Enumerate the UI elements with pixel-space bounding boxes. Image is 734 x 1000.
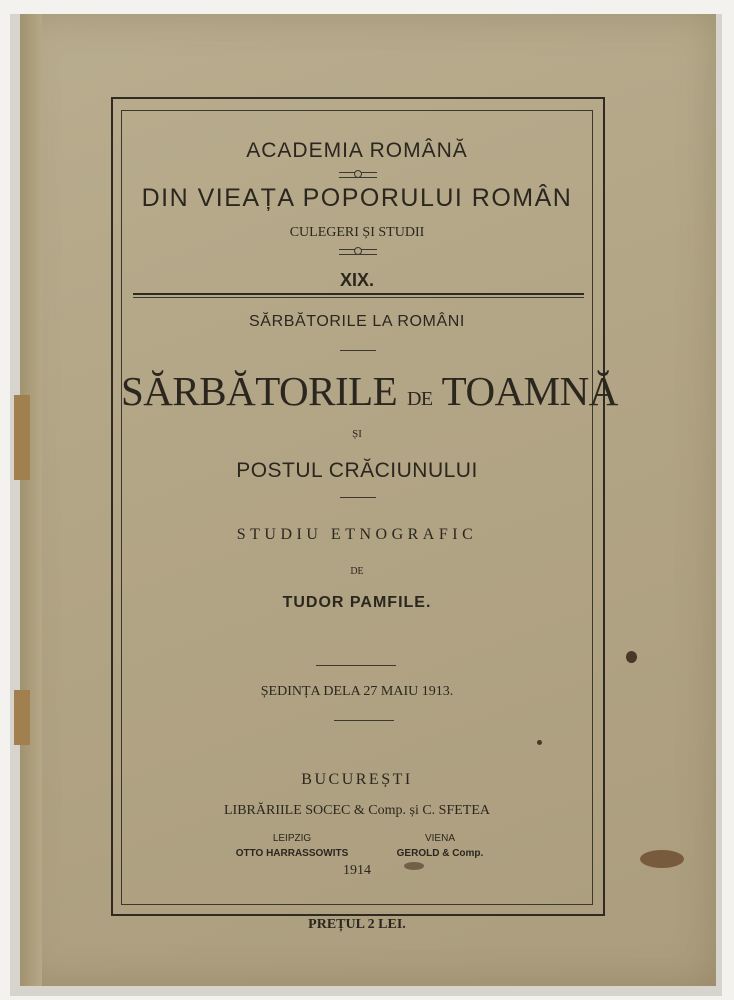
by-label: DE	[350, 566, 364, 577]
session-date: ȘEDINȚA DELA 27 MAIU 1913.	[260, 684, 454, 699]
genre-label: STUDIU ETNOGRAFIC	[236, 526, 478, 543]
right-publisher: GEROLD & Comp.	[396, 848, 484, 859]
spine-tape	[14, 690, 30, 745]
main-title	[121, 367, 618, 415]
ink-stain	[537, 740, 542, 745]
conjunction: ȘI	[352, 428, 362, 440]
short-rule	[340, 497, 376, 498]
main-title-de: DE	[406, 388, 433, 410]
volume-number: XIX.	[339, 270, 374, 290]
author-name: TUDOR PAMFILE.	[282, 594, 432, 611]
section-divider	[133, 297, 584, 298]
collection-title: SĂRBĂTORILE LA ROMÂNI	[249, 313, 465, 330]
subtitle: POSTUL CRĂCIUNULUI	[236, 459, 478, 482]
left-publisher: OTTO HARRASSOWITS	[235, 848, 349, 859]
ink-stain	[626, 651, 637, 663]
section-divider	[133, 293, 584, 295]
ornament-divider	[339, 249, 377, 255]
imprint-left	[222, 831, 362, 861]
book-spine	[20, 14, 42, 986]
right-city: VIENA	[424, 833, 455, 844]
publication-year: 1914	[343, 863, 371, 878]
imprint-right	[380, 831, 500, 861]
ink-stain	[404, 862, 424, 870]
ink-stain	[640, 850, 684, 868]
imprint-city: BUCUREȘTI	[301, 771, 413, 788]
main-title-part1: SĂRBĂTORILE	[121, 368, 398, 414]
spine-tape	[14, 395, 30, 480]
short-rule	[340, 350, 376, 351]
imprint-publishers: LIBRĂRIILE SOCEC & Comp. și C. SFETEA	[223, 803, 491, 818]
price-label: PREȚUL 2 LEI.	[308, 917, 406, 932]
academy-title: ACADEMIA ROMÂNĂ	[246, 139, 468, 162]
short-rule	[316, 665, 396, 666]
left-city: LEIPZIG	[272, 833, 312, 844]
ornament-divider	[339, 172, 377, 178]
series-title: DIN VIEAȚA POPORULUI ROMÂN	[141, 184, 573, 212]
short-rule	[334, 720, 394, 721]
series-subtitle: CULEGERI ȘI STUDII	[289, 225, 425, 240]
main-title-part2: TOAMNĂ	[441, 368, 618, 414]
